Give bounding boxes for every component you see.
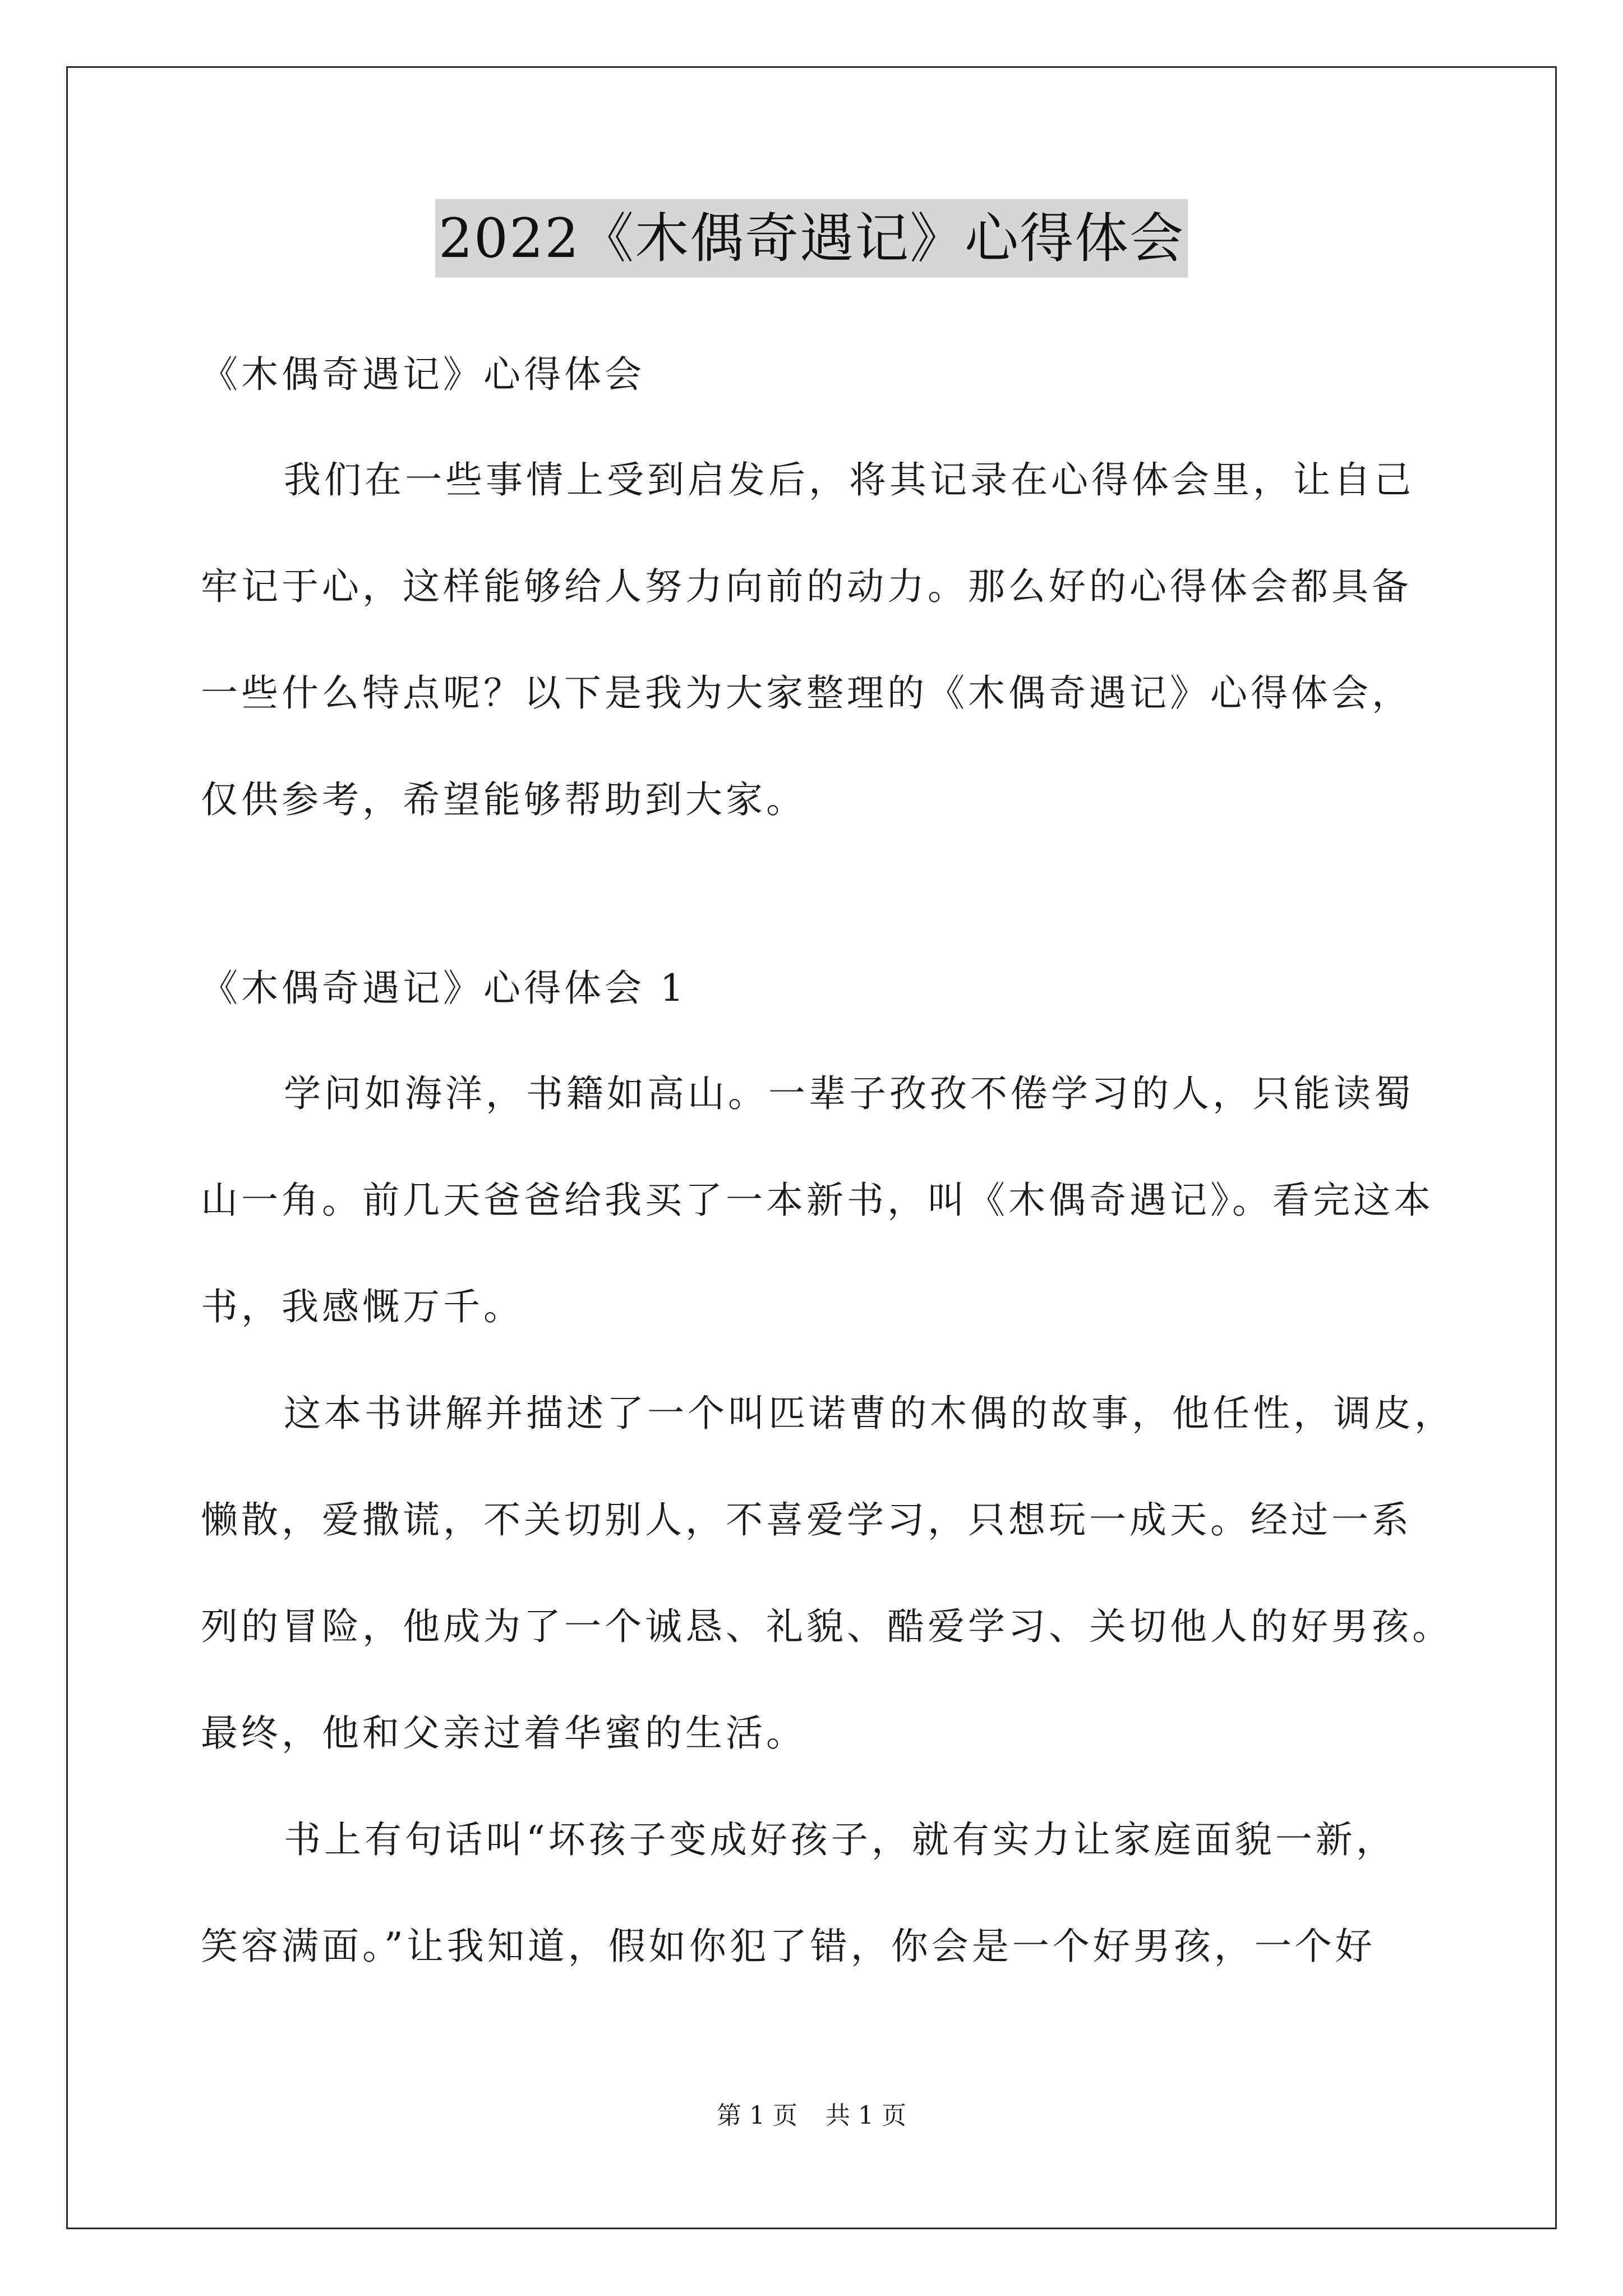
- paragraph-line: 我们在一些事情上受到启发后，将其记录在心得体会里，让自己: [284, 458, 1414, 501]
- paragraph-line: 列的冒险，他成为了一个诚恳、礼貌、酷爱学习、关切他人的好男孩。: [201, 1605, 1453, 1648]
- paragraph-line: 书，我感慨万千。: [201, 1285, 524, 1328]
- paragraph-line: 学问如海洋，书籍如高山。一辈子孜孜不倦学习的人，只能读蜀: [284, 1072, 1414, 1115]
- paragraph-line: 一些什么特点呢？以下是我为大家整理的《木偶奇遇记》心得体会，: [201, 671, 1412, 715]
- paragraph-line: 这本书讲解并描述了一个叫匹诺曹的木偶的故事，他任性，调皮，: [284, 1392, 1455, 1435]
- page-footer: [0, 2099, 1623, 2133]
- intro-heading: 《木偶奇遇记》心得体会: [201, 353, 645, 396]
- section1-paragraph-3: [201, 1813, 1429, 1973]
- title-container: [0, 199, 1623, 278]
- document-title: 2022《木偶奇遇记》心得体会: [435, 199, 1188, 278]
- page-number: 第 1 页: [717, 2101, 797, 2130]
- document-body: [201, 348, 1455, 1973]
- paragraph-line: 书上有句话叫“坏孩子变成好孩子，就有实力让家庭面貌一新，: [284, 1818, 1396, 1861]
- section1-paragraph-2: [201, 1387, 1455, 1760]
- section1-heading: 《木偶奇遇记》心得体会 1: [201, 967, 687, 1010]
- paragraph-line: 山一角。前几天爸爸给我买了一本新书，叫《木偶奇遇记》。看完这本: [201, 1179, 1434, 1222]
- paragraph-line: 最终，他和父亲过着华蜜的生活。: [201, 1711, 806, 1755]
- page-total: 共 1 页: [826, 2101, 906, 2130]
- section1-paragraph-1: [201, 1067, 1434, 1334]
- paragraph-line: 懒散，爱撒谎，不关切别人，不喜爱学习，只想玩一成天。经过一系: [201, 1498, 1412, 1542]
- paragraph-line: 牢记于心，这样能够给人努力向前的动力。那么好的心得体会都具备: [201, 565, 1412, 608]
- paragraph-line: 笑容满面。”让我知道，假如你犯了错，你会是一个好男孩，一个好: [201, 1925, 1376, 1968]
- paragraph-line: 仅供参考，希望能够帮助到大家。: [201, 778, 806, 821]
- intro-paragraph: [201, 453, 1429, 827]
